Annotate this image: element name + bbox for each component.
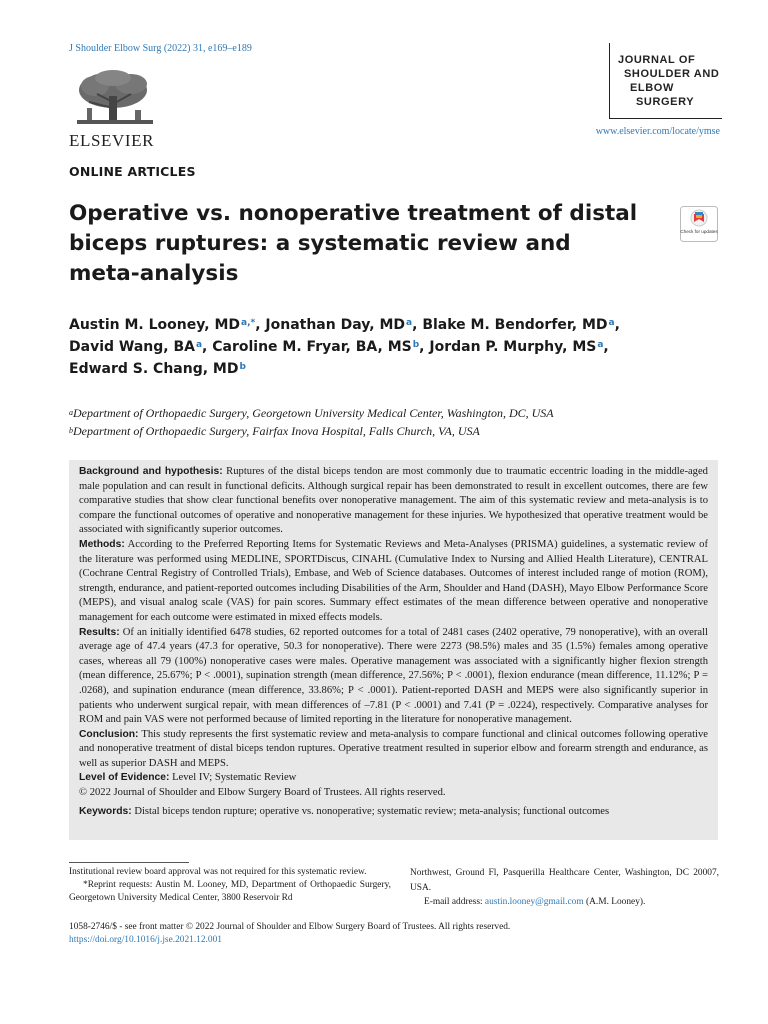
journal-logo-line: SURGERY <box>636 96 695 108</box>
author-name: David Wang, BA <box>69 339 195 355</box>
journal-citation[interactable]: J Shoulder Elbow Surg (2022) 31, e169–e189 <box>69 43 252 54</box>
journal-logo-line: SHOULDER AND <box>624 68 720 80</box>
crossmark-label: Check for updates <box>680 229 718 234</box>
affiliations <box>69 404 554 440</box>
abstract-box <box>69 460 718 840</box>
journal-logo-line: JOURNAL OF <box>618 54 696 66</box>
author-affiliation-mark[interactable]: b <box>239 362 246 372</box>
abstract-results: Results: Of an initially identified 6478 studies, 62 reported outcomes for a total of 2481 cases (2402 operative, 79 nonoperative), with an overall average age of 47.4 years (47.3 for operative, 50.3 for nonoperative). There were 2273 (98.5%) males and 35 (1.5%) females among operative cases, whereas all 79 (100%) nonoperative cases were males. Operative management was associated with a significantly higher flexion strength (mean difference, 25.67%; P < .0001), supination strength (mean difference, 27.56%; P < .0001), flexion endurance (mean difference, 11.12%; P = .0268), and supination endurance (mean difference, 33.86%; P < .0001). Patient-reported DASH and MEPS were also significantly superior in patients who underwent surgical repair, with mean differences of –7.81 (P < .0001) and 7.41 (P = .0224), respectively. Comparative analyses for ROM and pain VAS were not performed because of limited reporting in the literature for nonoperative management. <box>79 626 708 726</box>
section-label: ONLINE ARTICLES <box>69 164 196 179</box>
publisher-name: ELSEVIER <box>69 131 155 150</box>
author-name: Austin M. Looney, MD <box>69 317 240 333</box>
author-name: Jordan P. Murphy, MS <box>429 339 597 355</box>
author-email-link[interactable]: austin.looney@gmail.com <box>484 897 584 907</box>
author-name: Edward S. Chang, MD <box>69 361 239 377</box>
footnote-left-column <box>69 866 391 905</box>
footnote-right-column <box>410 866 719 910</box>
author-affiliation-mark[interactable]: a <box>597 340 604 350</box>
irb-note: Institutional review board approval was not required for this systematic review. <box>69 867 367 877</box>
journal-url-link[interactable]: www.elsevier.com/locate/ymse <box>595 126 720 137</box>
abstract-background: Background and hypothesis: Ruptures of the distal biceps tendon are most commonly due to traumatic eccentric loading in the middle-aged male population and can result in functional deficits. Although surgical repair has been demonstrated to result in excellent outcomes, there are few comparative studies that show clear functional benefits over nonoperative management. The aim of this systematic review and meta-analysis is to compare the functional outcomes of operative and nonoperative management for these injuries. We hypothesized that operative treatment would be associated with significantly superior outcomes. <box>79 466 708 536</box>
author-affiliation-mark[interactable]: a,* <box>241 318 256 328</box>
author-list: Austin M. Looney, $MD^{a,*}$, Jonathan Day, $MD^a$, Blake M. Bendorfer, $MD^a$, David Wang, $BA^a$, Caroline M. Fryar, BA, $MS^b$, Jordan P. Murphy, $MS^a$, Edward S. Chang, $MD^b$ <box>69 317 620 377</box>
doi-link[interactable]: https://doi.org/10.1016/j.jse.2021.12.001 <box>69 935 222 945</box>
abstract-conclusion: Conclusion: This study represents the first systematic review and meta-analysis to compare functional and clinical outcomes following operative and nonoperative treatment of distal biceps tendon ruptures. Operative treatment resulted in superior elbow and forearm strength and endurance, as well as superior DASH and MEPS. <box>79 728 708 769</box>
abstract-methods: Methods: According to the Preferred Reporting Items for Systematic Reviews and Meta-Analyses (PRISMA) guidelines, a systematic review of the literature was performed using MEDLINE, SPORTDiscus, CINAHL (Cumulative Index to Nursing and Allied Health Literature), CENTRAL (Cochrane Central Registry of Controlled Trials), Embase, and Web of Science databases. Outcomes of interest included range of motion (ROM), strength, endurance, and patient-reported outcomes including Disabilities of the Arm, Shoulder and Hand (DASH), Mayo Elbow Performance Score (MEPS), and visual analog scale (VAS) for pain scores. Summary effect estimates of the mean difference between operative and nonoperative management for each outcome were estimated in mixed effects models. <box>79 538 708 623</box>
author-affiliation-mark[interactable]: a <box>608 318 615 328</box>
author-affiliation-mark[interactable]: b <box>412 340 420 350</box>
abstract-copyright: © 2022 Journal of Shoulder and Elbow Surgery Board of Trustees. All rights reserved. <box>79 787 446 799</box>
footnote-divider <box>69 862 189 863</box>
affiliation-a: $^a$Department of Orthopaedic Surgery, Georgetown University Medical Center, Washington, DC, USA <box>69 406 554 420</box>
elsevier-tree-logo <box>69 68 161 130</box>
abstract-keywords: Keywords: Distal biceps tendon rupture; operative vs. nonoperative; systematic review; meta-analysis; functional outcomes <box>79 805 610 817</box>
check-for-updates-badge[interactable] <box>680 206 718 242</box>
author-affiliation-mark[interactable]: a <box>195 340 203 350</box>
abstract-level: Level of Evidence: Level IV; Systematic Review <box>79 772 297 784</box>
author-affiliation-mark[interactable]: a <box>406 318 413 328</box>
reprint-note: *Reprint requests: Austin M. Looney, MD, Department of Orthopaedic Surgery, Georgetown University Medical Center, 3800 Reservoir Rd <box>69 880 391 903</box>
author-name: Jonathan Day, MD <box>265 317 406 333</box>
affiliation-b: $^b$Department of Orthopaedic Surgery, Fairfax Inova Hospital, Falls Church, VA, USA <box>69 424 480 438</box>
article-title: Operative vs. nonoperative treatment of distal biceps ruptures: a systematic review and meta-analysis <box>69 201 638 286</box>
journal-logo <box>609 43 722 119</box>
author-name: Caroline M. Fryar, BA, MS <box>212 339 412 355</box>
author-name: Blake M. Bendorfer, MD <box>422 317 608 333</box>
address-continuation: Northwest, Ground Fl, Pasquerilla Healthcare Center, Washington, DC 20007, USA. <box>410 868 719 893</box>
email-line: E-mail address: austin.looney@gmail.com (A.M. Looney). <box>424 897 646 907</box>
journal-logo-line: ELBOW <box>630 82 674 94</box>
issn-doi-block <box>69 921 510 947</box>
issn-line: 1058-2746/$ - see front matter © 2022 Journal of Shoulder and Elbow Surgery Board of Trustees. All rights reserved. <box>69 922 511 932</box>
